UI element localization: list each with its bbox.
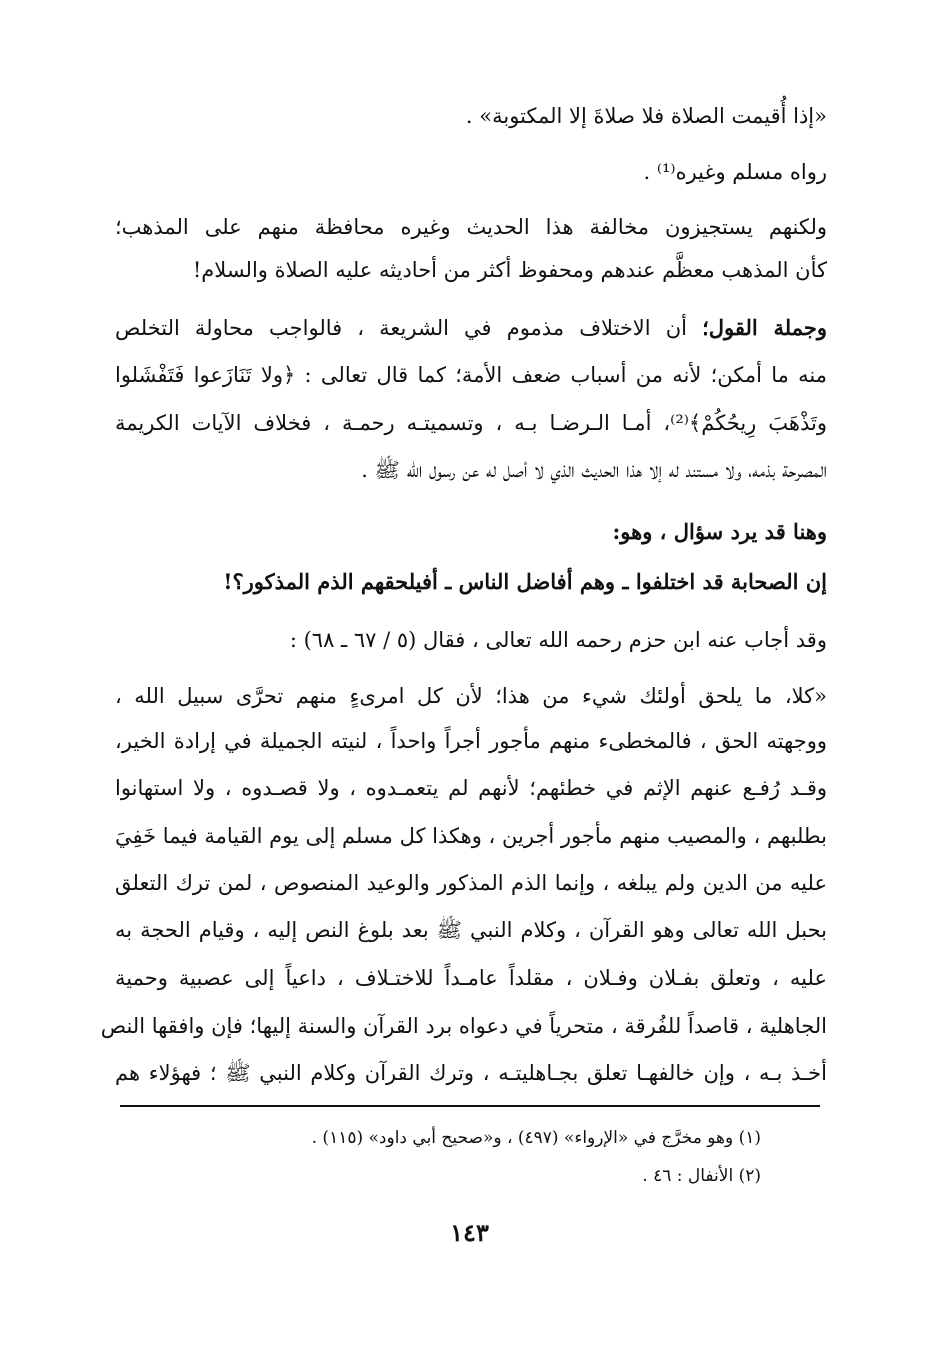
- quote-line-8: الجاهلية ، قاصداً للفُرقة ، متحرياً في دعواه برد القرآن والسنة إليها؛ فإن وافقها النص: [100, 1014, 827, 1038]
- text-line-2: رواه مسلم وغيره⁽¹⁾ .: [643, 160, 827, 184]
- quote-line-9: أخـذ بـه ، وإن خالفهـا تعلق بجـاهليتـه ، وترك القرآن وكلام النبي ﷺ ؛ فهؤلاء هم: [115, 1061, 827, 1085]
- text-line-6: منه ما أمكن؛ لأنه من أسباب ضعف الأمة؛ كما قال تعالى : ﴿ولا تَنَازَعوا فَتَفْشَلوا: [115, 363, 827, 387]
- quote-line-2: ووجهته الحق ، فالمخطىء منهم مأجور أجراً واحداً ، لنيته الجميلة في إرادة الخير،: [115, 729, 827, 753]
- quote-line-5: عليه من الدين ولم يبلغه ، وإنما الذم المذكور والوعيد المنصوص ، لمن ترك التعلق: [115, 871, 827, 895]
- quote-line-4: بطلبهم ، والمصيب منهم مأجور أجرين ، وهكذا كل مسلم إلى يوم القيامة فيما خَفِيَ: [115, 824, 827, 848]
- text-line-5-rest: أن الاختلاف مذموم في الشريعة ، فالواجب محاولة التخلص: [115, 316, 687, 340]
- page-number: ١٤٣: [450, 1218, 489, 1247]
- quote-line-1: «كلا، ما يلحق أولئك شيء من هذا؛ لأن كل امرىءٍ منهم تحرَّى سبيل الله ،: [115, 684, 827, 708]
- footnote-divider: [120, 1105, 820, 1107]
- quote-line-7: عليه ، وتعلق بفـلان وفـلان ، مقلداً عامـداً للاختـلاف ، داعياً إلى عصبية وحمية: [115, 966, 827, 990]
- question-heading: وهنا قد يرد سؤال ، وهو:: [612, 519, 827, 544]
- text-line-8: المصرحة بذمه، ولا مستند له إلا هذا الحديث الذي لا أصل له عن رسول الله ﷺ .: [361, 458, 827, 482]
- text-line-7: وتَذْهَبَ رِيحُكُمْ﴾⁽²⁾، أمـا الـرضـا بـه ، وتسميتـه رحمـة ، فخلاف الآيات الكريمة: [115, 411, 827, 435]
- footnote-1: (١) وهو مخرَّج في «الإرواء» (٤٩٧) ، و«صحيح أبي داود» (١١٥) .: [311, 1128, 761, 1148]
- text-line-3: ولكنهم يستجيزون مخالفة هذا الحديث وغيره محافظة منهم على المذهب؛: [115, 215, 827, 239]
- question-text: إن الصحابة قد اختلفوا ـ وهم أفاضل الناس ـ أفيلحقهم الذم المذكور؟!: [223, 569, 827, 594]
- quote-line-6: بحبل الله تعالى وهو القرآن ، وكلام النبي ﷺ بعد بلوغ النص إليه ، وقيام الحجة به: [115, 918, 827, 942]
- quote-line-3: وقـد رُفـع عنهم الإثم في خطئهم؛ لأنهم لم يتعمـدوه ، ولا قصـدوه ، ولا استهانوا: [115, 776, 827, 800]
- text-line-11: وقد أجاب عنه ابن حزم رحمه الله تعالى ، فقال (٥ / ٦٧ ـ ٦٨) :: [289, 628, 827, 652]
- text-line-1: «إذا أُقيمت الصلاة فلا صلاةَ إلا المكتوبة» .: [465, 104, 827, 128]
- lead-in-phrase: وجملة القول؛: [702, 315, 827, 340]
- text-line-4: كأن المذهب معظَّم عندهم ومحفوظ أكثر من أحاديثه عليه الصلاة والسلام!: [192, 258, 827, 282]
- footnote-2: (٢) الأنفال : ٤٦ .: [642, 1166, 761, 1186]
- text-line-5: [115, 313, 827, 343]
